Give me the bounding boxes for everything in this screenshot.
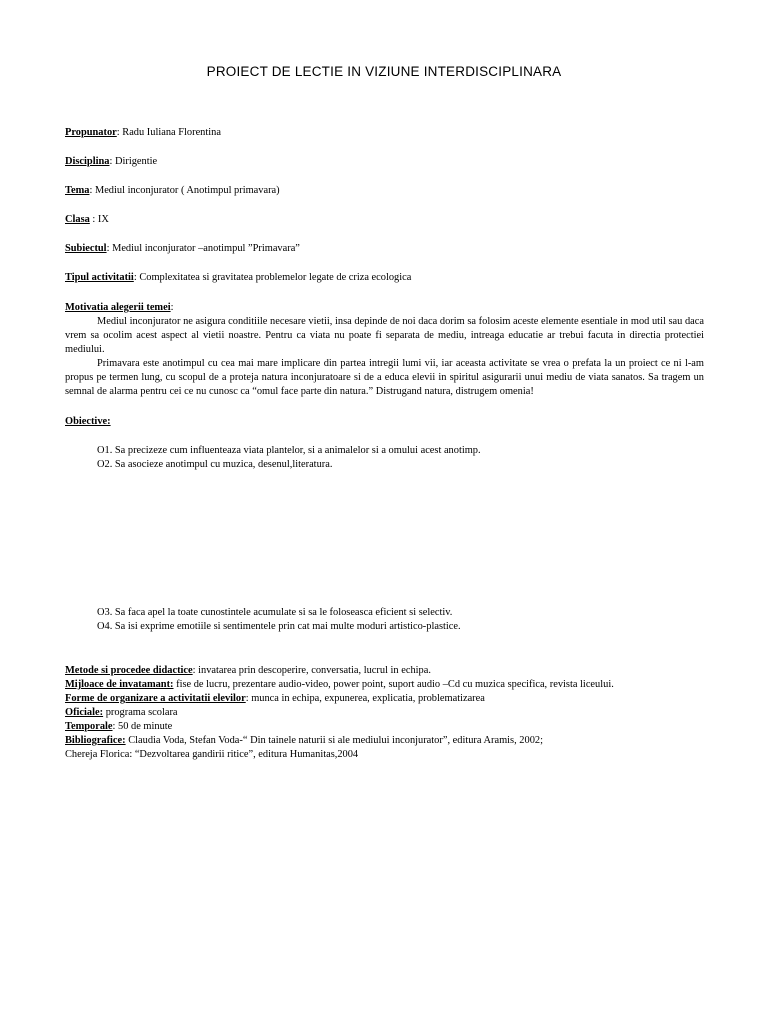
field-value: Dirigentie bbox=[114, 156, 158, 167]
objective-item: O2. Sa asocieze anotimpul cu muzica, desenul,literatura. bbox=[97, 459, 333, 470]
field-value: IX bbox=[97, 214, 109, 225]
temporal-line: Temporale: 50 de minute bbox=[65, 721, 173, 732]
official-line: Oficiale: programa scolara bbox=[65, 707, 178, 718]
field-value: Mediul inconjurator –anotimpul ”Primavara” bbox=[112, 243, 300, 254]
objective-item: O1. Sa precizeze cum influenteaza viata plantelor, si a animalelor si a omului acest anotimp. bbox=[97, 445, 481, 456]
field-tema: Tema: Mediul inconjurator ( Anotimpul primavara) bbox=[65, 185, 280, 196]
field-disciplina: Disciplina: Dirigentie bbox=[65, 156, 158, 167]
field-subiectul: Subiectul: Mediul inconjurator –anotimpul ”Primavara” bbox=[65, 243, 300, 254]
objective-item: O4. Sa isi exprime emotiile si sentimentele prin cat mai multe moduri artistico-plastice. bbox=[97, 621, 461, 632]
objectives-heading: Obiective: bbox=[65, 416, 111, 427]
organization-line: Forme de organizare a activitatii elevilor: munca in echipa, expunerea, explicatia, problematizarea bbox=[65, 693, 485, 704]
resources-line: Mijloace de invatamant: fise de lucru, prezentare audio-video, power point, suport audio –Cd cu muzica specifica, revista liceului. bbox=[65, 679, 614, 690]
field-label: Tema bbox=[65, 185, 90, 196]
objective-item: O3. Sa faca apel la toate cunostintele acumulate si sa le foloseasca eficient si selectiv. bbox=[97, 607, 453, 618]
field-propunator: Propunator: Radu Iuliana Florentina bbox=[65, 127, 221, 138]
field-label: Clasa bbox=[65, 214, 90, 225]
motivation-heading: Motivatia alegerii temei: bbox=[65, 302, 174, 313]
field-value: Mediul inconjurator ( Anotimpul primavara) bbox=[94, 185, 280, 196]
page-title: PROIECT DE LECTIE IN VIZIUNE INTERDISCIPLINARA bbox=[206, 64, 562, 79]
methods-line: Metode si procedee didactice: invatarea prin descoperire, conversatia, lucrul in echipa. bbox=[65, 665, 431, 676]
field-value: Radu Iuliana Florentina bbox=[122, 127, 221, 138]
field-label: Tipul activitatii bbox=[65, 272, 134, 283]
field-tipul-activitatii: Tipul activitatii: Complexitatea si gravitatea problemelor legate de criza ecologica bbox=[65, 272, 412, 283]
field-label: Disciplina bbox=[65, 156, 110, 167]
motivation-paragraph-1: Mediul inconjurator ne asigura conditiile necesare vietii, insa depinde de noi daca dorim sa folosim aceste elemente esentiale in mod util sau daca vrem sa ocolim acest aspect al vietii noastre. Pentru ca viata nu poate fi separata de mediu, intreaga educatie ar trebui facuta in directia protectiei mediului. bbox=[65, 316, 704, 355]
field-label: Subiectul bbox=[65, 243, 107, 254]
bibliography-line-2: Chereja Florica: “Dezvoltarea gandirii ritice”, editura Humanitas,2004 bbox=[65, 749, 359, 760]
bibliography-line: Bibliografice: Claudia Voda, Stefan Voda-“ Din tainele naturii si ale mediului inconjurator”, editura Aramis, 2002; bbox=[65, 735, 543, 746]
field-clasa: Clasa : IX bbox=[65, 214, 109, 225]
field-value: Complexitatea si gravitatea problemelor legate de criza ecologica bbox=[139, 272, 412, 283]
motivation-paragraph-2: Primavara este anotimpul cu cea mai mare implicare din partea intregii lumi vii, iar aceasta activitate se vrea o prefata la un proiect ce ni l-am propus pe termen lung, cu scopul de a proteja natura inconjuratoare si de a educa elevii in spiritul asigurarii unui mediu de viata sanatos. Sa tragem un semnal de alarma pentru cei ce nu cunosc ca “omul face parte din natura.” Distrugand natura, distrugem omenia! bbox=[65, 358, 704, 397]
field-label: Propunator bbox=[65, 127, 117, 138]
